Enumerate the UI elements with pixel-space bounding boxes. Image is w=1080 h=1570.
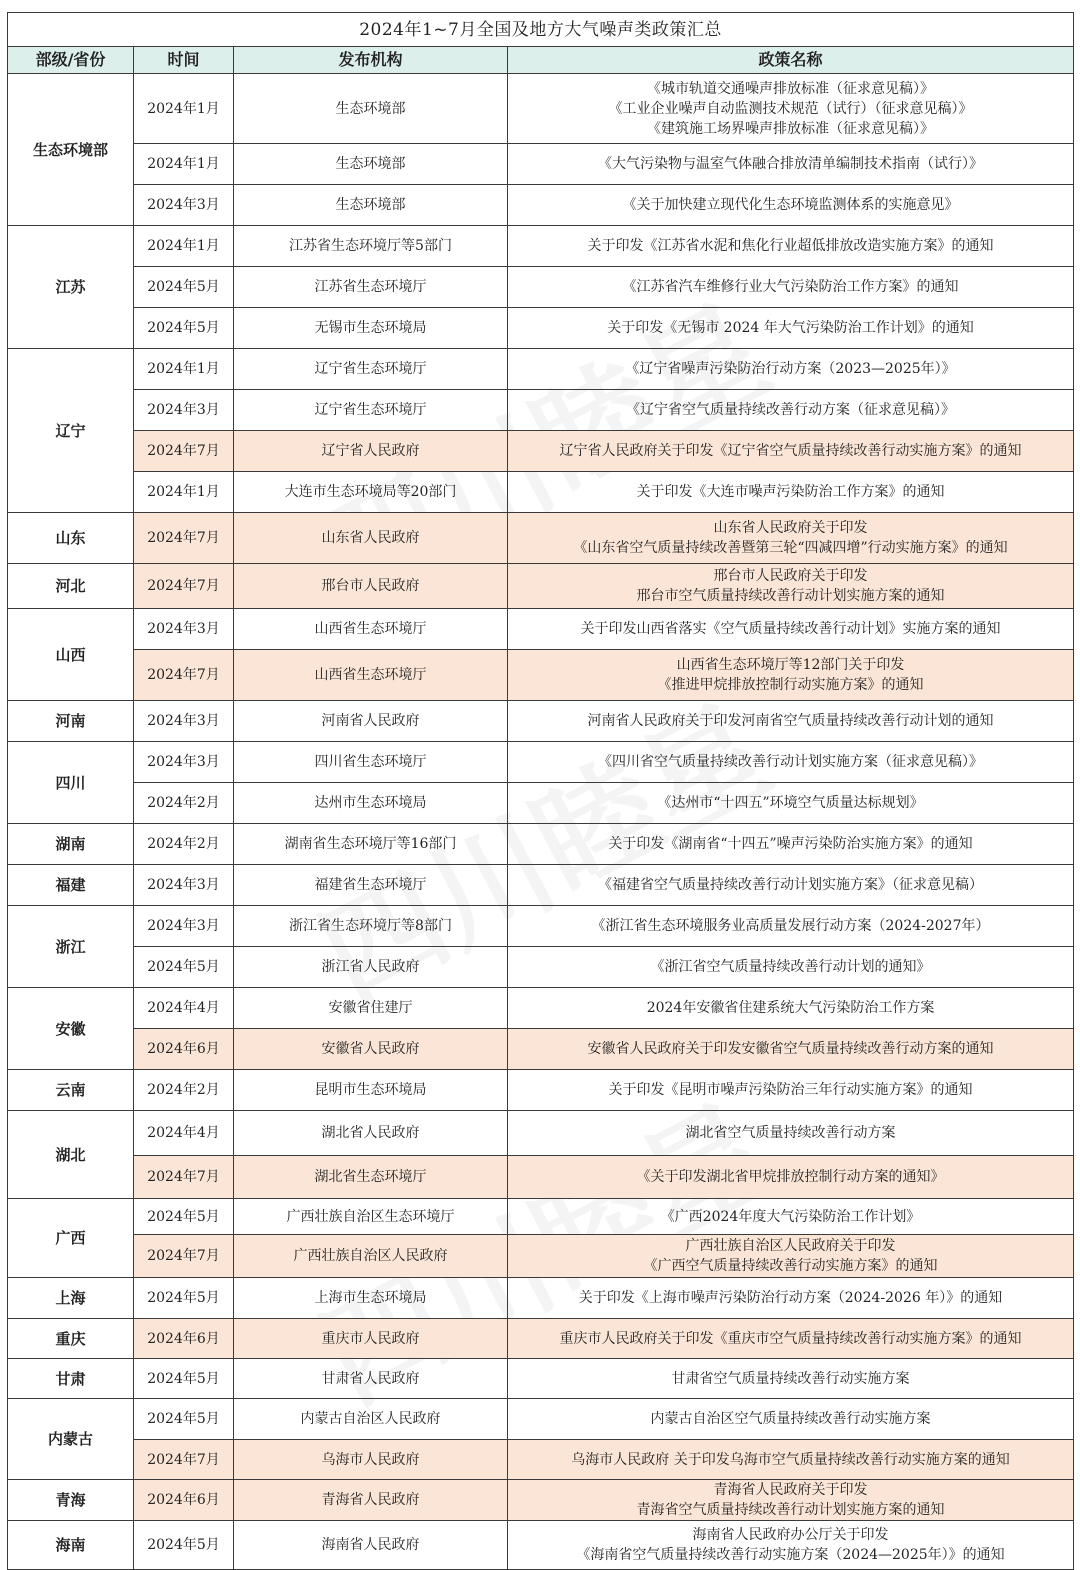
table-row [8,947,1074,988]
time-cell: 2024年1月 [134,472,234,513]
time-cell: 2024年7月 [134,650,234,701]
province-cell: 甘肃 [8,1359,134,1399]
province-cell: 云南 [8,1070,134,1111]
policy-cell [508,144,1074,185]
table-row [8,1319,1074,1359]
time-cell: 2024年3月 [134,185,234,226]
time-cell: 2024年3月 [134,701,234,742]
policy-line: 乌海市人民政府 关于印发乌海市空气质量持续改善行动实施方案的通知 [571,1451,1010,1468]
table-row [8,701,1074,742]
org-cell: 福建省生态环境厅 [234,865,508,906]
policy-line: 邢台市人民政府关于印发 [713,568,868,584]
org-cell: 生态环境部 [234,74,508,144]
policy-cell [508,1199,1074,1235]
org-cell: 浙江省生态环境厅等8部门 [234,906,508,947]
policy-line: 河南省人民政府关于印发河南省空气质量持续改善行动计划的通知 [587,713,994,729]
policy-line: 《浙江省空气质量持续改善行动计划的通知》 [650,959,931,975]
province-cell: 湖南 [8,824,134,865]
policy-line: 《辽宁省空气质量持续改善行动方案（征求意见稿）》 [626,402,955,418]
time-cell: 2024年6月 [134,1029,234,1070]
org-cell: 甘肃省人民政府 [234,1359,508,1399]
table-row [8,226,1074,267]
policy-line: 海南省人民政府办公厅关于印发 [692,1527,889,1543]
time-cell: 2024年4月 [134,1111,234,1156]
policy-cell [508,1399,1074,1440]
province-cell: 内蒙古 [8,1399,134,1480]
province-cell: 河南 [8,701,134,742]
table-row [8,824,1074,865]
org-cell: 广西壮族自治区生态环境厅 [234,1199,508,1235]
header-org: 发布机构 [234,47,508,74]
table-row [8,1111,1074,1156]
policy-table-container [7,12,1073,1570]
policy-cell [508,701,1074,742]
policy-line: 关于印发《大连市噪声污染防治工作方案》的通知 [636,484,945,500]
table-row [8,783,1074,824]
table-row [8,1521,1074,1570]
org-cell: 生态环境部 [234,185,508,226]
org-cell: 青海省人民政府 [234,1480,508,1521]
province-cell: 辽宁 [8,349,134,513]
org-cell: 广西壮族自治区人民政府 [234,1235,508,1278]
org-cell: 河南省人民政府 [234,701,508,742]
table-row [8,988,1074,1029]
time-cell: 2024年2月 [134,1070,234,1111]
policy-cell [508,1521,1074,1570]
table-row [8,472,1074,513]
policy-line: 《福建省空气质量持续改善行动计划实施方案》（征求意见稿） [598,877,983,893]
policy-line: 关于印发山西省落实《空气质量持续改善行动计划》实施方案的通知 [580,621,1001,637]
time-cell: 2024年5月 [134,1278,234,1319]
policy-line: 《达州市“十四五”环境空气质量达标规划》 [657,795,924,811]
table-row [8,308,1074,349]
province-cell: 上海 [8,1278,134,1319]
policy-cell [508,1235,1074,1278]
policy-cell [508,267,1074,308]
policy-line: 关于印发《昆明市噪声污染防治三年行动实施方案》的通知 [608,1082,973,1098]
policy-line: 《广西2024年度大气污染防治工作计划》 [660,1208,921,1225]
header-time: 时间 [134,47,234,74]
org-cell: 生态环境部 [234,144,508,185]
org-cell: 辽宁省生态环境厅 [234,390,508,431]
policy-line: 山东省人民政府关于印发 [713,520,868,536]
policy-cell [508,431,1074,472]
province-cell: 福建 [8,865,134,906]
time-cell: 2024年7月 [134,431,234,472]
province-cell: 重庆 [8,1319,134,1359]
time-cell: 2024年1月 [134,349,234,390]
policy-line: 《海南省空气质量持续改善行动实施方案（2024—2025年）》的通知 [576,1547,1005,1563]
table-row [8,349,1074,390]
policy-cell [508,865,1074,906]
org-cell: 大连市生态环境局等20部门 [234,472,508,513]
time-cell: 2024年5月 [134,308,234,349]
time-cell: 2024年7月 [134,564,234,609]
policy-cell [508,513,1074,564]
org-cell: 浙江省人民政府 [234,947,508,988]
header-row [8,47,1074,74]
table-row [8,1070,1074,1111]
policy-line: 《建筑施工场界噪声排放标准（征求意见稿）》 [647,120,934,137]
table-row [8,267,1074,308]
policy-line: 邢台市空气质量持续改善行动计划实施方案的通知 [636,588,945,604]
table-row [8,1480,1074,1521]
policy-cell [508,74,1074,144]
policy-cell [508,472,1074,513]
policy-cell [508,1480,1074,1521]
table-row [8,1235,1074,1278]
policy-line: 《江苏省汽车维修行业大气污染防治工作方案》的通知 [622,279,959,295]
org-cell: 内蒙古自治区人民政府 [234,1399,508,1440]
policy-cell [508,988,1074,1029]
policy-line: 《浙江省生态环境服务业高质量发展行动方案（2024-2027年） [591,918,990,934]
policy-line: 关于印发《无锡市 2024 年大气污染防治工作计划》的通知 [607,320,974,336]
policy-line: 《辽宁省噪声污染防治行动方案（2023—2025年）》 [625,361,956,377]
table-row [8,564,1074,609]
policy-line: 《关于加快建立现代化生态环境监测体系的实施意见》 [622,197,959,213]
org-cell: 邢台市人民政府 [234,564,508,609]
org-cell: 山西省生态环境厅 [234,609,508,650]
time-cell: 2024年5月 [134,1399,234,1440]
table-row [8,74,1074,144]
time-cell: 2024年7月 [134,513,234,564]
policy-line: 《广西空气质量持续改善行动实施方案》的通知 [643,1258,938,1274]
org-cell: 辽宁省人民政府 [234,431,508,472]
policy-line: 关于印发《江苏省水泥和焦化行业超低排放改造实施方案》的通知 [587,238,994,254]
table-body [8,74,1074,1570]
policy-line: 重庆市人民政府关于印发《重庆市空气质量持续改善行动实施方案》的通知 [559,1330,1022,1347]
policy-line: 《四川省空气质量持续改善行动计划实施方案（征求意见稿）》 [598,754,983,770]
policy-line: 《大气污染物与温室气体融合排放清单编制技术指南（试行）》 [598,156,983,172]
time-cell: 2024年3月 [134,390,234,431]
table-row [8,185,1074,226]
table-row [8,609,1074,650]
org-cell: 昆明市生态环境局 [234,1070,508,1111]
table-row [8,1156,1074,1199]
policy-line: 《山东省空气质量持续改善暨第三轮“四减四增”行动实施方案》的通知 [573,540,1008,556]
province-cell: 广西 [8,1199,134,1278]
org-cell: 山西省生态环境厅 [234,650,508,701]
policy-cell [508,1319,1074,1359]
province-cell: 河北 [8,564,134,609]
table-row [8,1440,1074,1480]
policy-cell [508,226,1074,267]
time-cell: 2024年6月 [134,1319,234,1359]
org-cell: 山东省人民政府 [234,513,508,564]
time-cell: 2024年3月 [134,865,234,906]
policy-cell [508,783,1074,824]
policy-cell [508,1111,1074,1156]
table-row [8,1199,1074,1235]
policy-line: 《城市轨道交通噪声排放标准（征求意见稿）》 [647,80,934,97]
time-cell: 2024年5月 [134,1521,234,1570]
policy-line: 《工业企业噪声自动监测技术规范（试行）（征求意见稿）》 [608,100,973,117]
time-cell: 2024年5月 [134,947,234,988]
time-cell: 2024年7月 [134,1440,234,1480]
org-cell: 湖北省生态环境厅 [234,1156,508,1199]
province-cell: 四川 [8,742,134,824]
province-cell: 山东 [8,513,134,564]
table-row [8,513,1074,564]
table-row [8,742,1074,783]
org-cell: 安徽省住建厅 [234,988,508,1029]
policy-cell [508,564,1074,609]
policy-cell [508,650,1074,701]
policy-line: 关于印发《湖南省“十四五”噪声污染防治实施方案》的通知 [608,836,973,852]
time-cell: 2024年1月 [134,144,234,185]
time-cell: 2024年7月 [134,1156,234,1199]
policy-cell [508,1029,1074,1070]
org-cell: 重庆市人民政府 [234,1319,508,1359]
policy-line: 甘肃省空气质量持续改善行动实施方案 [671,1370,910,1387]
table-row [8,1399,1074,1440]
province-cell: 海南 [8,1521,134,1570]
time-cell: 2024年6月 [134,1480,234,1521]
table-row [8,1278,1074,1319]
table-row [8,650,1074,701]
province-cell: 安徽 [8,988,134,1070]
header-province: 部级/省份 [8,47,134,74]
org-cell: 上海市生态环境局 [234,1278,508,1319]
time-cell: 2024年3月 [134,742,234,783]
org-cell: 江苏省生态环境厅等5部门 [234,226,508,267]
policy-cell [508,1278,1074,1319]
time-cell: 2024年5月 [134,1359,234,1399]
policy-line: 青海省人民政府关于印发 [713,1482,868,1498]
time-cell: 2024年2月 [134,824,234,865]
province-cell: 江苏 [8,226,134,349]
policy-cell [508,1440,1074,1480]
policy-line: 关于印发《上海市噪声污染防治行动方案（2024-2026 年）》的通知 [578,1290,1003,1306]
policy-cell [508,1156,1074,1199]
time-cell: 2024年5月 [134,1199,234,1235]
policy-cell [508,1359,1074,1399]
org-cell: 江苏省生态环境厅 [234,267,508,308]
header-policy: 政策名称 [508,47,1074,74]
policy-line: 辽宁省人民政府关于印发《辽宁省空气质量持续改善行动实施方案》的通知 [559,443,1022,459]
policy-cell [508,390,1074,431]
province-cell: 湖北 [8,1111,134,1199]
table-row [8,390,1074,431]
org-cell: 乌海市人民政府 [234,1440,508,1480]
policy-cell [508,349,1074,390]
province-cell: 生态环境部 [8,74,134,226]
org-cell: 安徽省人民政府 [234,1029,508,1070]
table-row [8,144,1074,185]
province-cell: 青海 [8,1480,134,1521]
org-cell: 达州市生态环境局 [234,783,508,824]
policy-cell [508,906,1074,947]
org-cell: 海南省人民政府 [234,1521,508,1570]
province-cell: 山西 [8,609,134,701]
time-cell: 2024年5月 [134,267,234,308]
policy-cell [508,308,1074,349]
time-cell: 2024年1月 [134,74,234,144]
org-cell: 湖北省人民政府 [234,1111,508,1156]
policy-line: 湖北省空气质量持续改善行动方案 [685,1125,896,1141]
province-cell: 浙江 [8,906,134,988]
policy-cell [508,609,1074,650]
policy-cell [508,185,1074,226]
policy-line: 内蒙古自治区空气质量持续改善行动实施方案 [650,1411,931,1427]
policy-line: 广西壮族自治区人民政府关于印发 [685,1238,896,1254]
table-row [8,865,1074,906]
policy-line: 青海省空气质量持续改善行动计划实施方案的通知 [636,1502,945,1518]
table-row [8,1029,1074,1070]
time-cell: 2024年7月 [134,1235,234,1278]
policy-line: 《推进甲烷排放控制行动实施方案》的通知 [657,677,924,693]
policy-cell [508,824,1074,865]
time-cell: 2024年1月 [134,226,234,267]
time-cell: 2024年3月 [134,906,234,947]
policy-cell [508,1070,1074,1111]
time-cell: 2024年2月 [134,783,234,824]
policy-line: 2024年安徽省住建系统大气污染防治工作方案 [646,1000,935,1016]
org-cell: 无锡市生态环境局 [234,308,508,349]
policy-line: 山西省生态环境厅等12部门关于印发 [676,657,905,673]
org-cell: 湖南省生态环境厅等16部门 [234,824,508,865]
time-cell: 2024年4月 [134,988,234,1029]
org-cell: 四川省生态环境厅 [234,742,508,783]
table-title: 2024年1~7月全国及地方大气噪声类政策汇总 [8,13,1074,47]
time-cell: 2024年3月 [134,609,234,650]
policy-line: 《关于印发湖北省甲烷排放控制行动方案的通知》 [636,1169,945,1185]
table-row [8,431,1074,472]
policy-cell [508,947,1074,988]
table-row [8,1359,1074,1399]
policy-line: 安徽省人民政府关于印发安徽省空气质量持续改善行动方案的通知 [587,1041,994,1057]
policy-table [7,12,1074,1570]
table-row [8,906,1074,947]
policy-cell [508,742,1074,783]
org-cell: 辽宁省生态环境厅 [234,349,508,390]
